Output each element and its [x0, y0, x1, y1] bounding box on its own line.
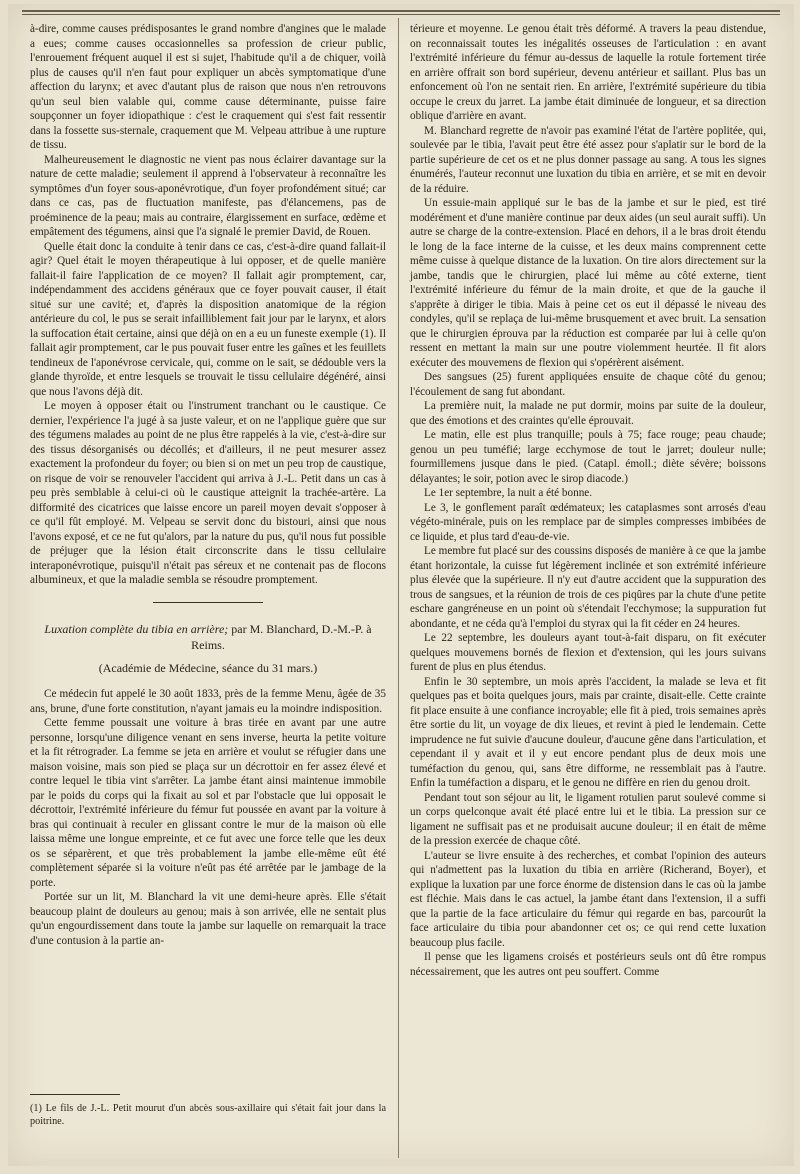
paragraph: Portée sur un lit, M. Blanchard la vit une demi-heure après. Elle s'était beaucoup plaint de douleurs au genou; mais à son arrivée, elle ne sentait plus qu'un engourdissement dans toute la jambe sur laquelle on remarquait la trace d'une contusion à la partie an- [30, 891, 386, 947]
paragraph: Le 22 septembre, les douleurs ayant tout-à-fait disparu, on fit exécuter quelques mouvemens bornés de flexion et d'extension, qui les jours suivans furent de plus en plus étendus. [410, 632, 766, 673]
paragraph: Quelle était donc la conduite à tenir dans ce cas, c'est-à-dire quand fallait-il agir? Quel était le moyen thérapeutique à lui opposer, et de quelle manière fallait-il faire l'application de ce moyen? Il fallait agir promptement, car, indépendamment des accidens généraux que ce foyer pouvait causer, il était situé sur une cavité; et, d'après la disposition anatomique de la région antérieure du col, le pus se serait infailliblement fait jour par le larynx, et alors la suffocation était certaine, ainsi que déjà on en a eu un funeste exemple (1). Il fallait agir promptement, car le pus pouvait fuser entre les gaînes et les feuillets tendineux de l'aponévrose cervicale, qui, comme on le sait, se dédouble vers la glande thyroïde, et entre lesquels se trouvait le tissu cellulaire dégénéré, ainsi que nous l'avons déjà dit. [30, 240, 386, 398]
paragraph: Il pense que les ligamens croisés et postérieurs seuls ont dû être rompus nécessairement, que les autres ont peu souffert. Comme [410, 951, 766, 978]
paragraph: Le membre fut placé sur des coussins disposés de manière à ce que la jambe étant horizontale, la cuisse fut légèrement inclinée et son extrémité inférieure plus élevée que la supérieure. Il n'y eut d'autre accident que la suppuration des trous de sangsues, et la réunion de trois de ces piqûres par la chute d'une petite eschare gangréneuse en un point où s'étendait l'ecchymose; la suppuration fut abondante, et ne céda qu'à l'emploi du styrax qui la fit céder en 24 heures. [410, 545, 766, 630]
paragraph: Le matin, elle est plus tranquille; pouls à 75; face rouge; peau chaude; genou un peu tuméfié; large ecchymose de tout le jarret; douleur nulle; fourmillemens jusque dans le pied. (Catapl. émoll.; diète sévère; boissons délayantes; le soir, potion avec le sirop diacode.) [410, 429, 766, 485]
paragraph: Le moyen à opposer était ou l'instrument tranchant ou le caustique. Ce dernier, l'expérience l'a jugé à sa juste valeur, et on ne l'applique guère que sur des tégumens malades au point de ne plus être rappelés à la vie, c'est-à-dire sur des tissus désorganisés ou décollés; et d'ailleurs, il ne peut mesurer assez exactement la profondeur du foyer; ou bien si on met un peu trop de caustique, on risque de voir se renouveler l'accident qui arriva à J.-L. Petit dans un cas à peu près semblable à celui-ci où le caustique atteignit la trachée-artère. La difformité des cicatrices que laisse encore un pareil moyen devait s'opposer à ce qu'il fût employé. M. Velpeau se servit donc du bistouri, ainsi que nous l'avons exposé, et ce ne fut qu'alors, par la nature du pus, qu'il nous fut possible de préjuger que la lésion était circonscrite dans le tissu cellulaire interaponévrotique, puisqu'il n'était pas séreux et ne contenait pas de flocons albumineux, et que la maladie sembla se résoudre promptement. [30, 400, 386, 586]
right-column [410, 22, 766, 979]
paragraph: Le 3, le gonflement paraît œdémateux; les cataplasmes sont arrosés d'eau végéto-minérale, puis on les remplace par de simples compresses imbibées de ce liquide, et plus tard d'eau-de-vie. [410, 501, 766, 543]
paragraph: Pendant tout son séjour au lit, le ligament rotulien parut soulevé comme si un corps quelconque avait été placé entre lui et le tibia. La pression sur ce ligament ne suffisait pas et ne produisait aucune douleur; il en était de même de la pression exercée de chaque côté. [410, 791, 766, 847]
session-line: (Académie de Médecine, séance du 31 mars.) [98, 660, 318, 675]
footnote-rule [30, 1094, 120, 1095]
paragraph: La première nuit, la malade ne put dormir, moins par suite de la douleur, que des émotions et des craintes qu'elle éprouvait. [410, 400, 766, 427]
paragraph: Un essuie-main appliqué sur le bas de la jambe et sur le pied, est tiré modérément et d'une manière continue par deux aides (un seul aurait suffi). Un autre se charge de la contre-extension. Placé en dehors, il a le bras droit étendu le long de la face interne de la cuisse, et les deux mains comprennent cette même cuisse à quelque distance de la luxation. On tire alors directement sur la jambe, tandis que le chirurgien, placé lui même au côté externe, tient l'extrémité inférieure du fémur de la main droite, et que de la gauche il s'apprête à diriger le tibia. Mais à peine cet os eut il dépassé le niveau des condyles, qu'il se replaça de lui-même brusquement et avec bruit. La sensation que le chirurgien éprouva par la réduction est comparée par lui à celle qu'on ressent en mettant la main sur une poutre violemment heurtée. Il fit alors exécuter des mouvemens de flexion qui s'opérèrent aisément. [410, 197, 766, 369]
section-separator [153, 602, 263, 603]
journal-page [8, 4, 794, 1166]
paragraph: Le 1er septembre, la nuit a été bonne. [424, 487, 593, 499]
paragraph: à-dire, comme causes prédisposantes le grand nombre d'angines que le malade a eues; comme causes occasionnelles sa profession de crieur public, l'enrouement fréquent auquel il est si sujet, l'habitude qu'il a de chiquer, voilà plus de causes qu'il n'en faut pour expliquer un abcès symptomatique d'une affection du larynx; et avec d'autant plus de raison que nous n'en retrouvons qu'un seul bien valable qui, comme cause déterminante, puisse faire soupçonner un foyer idiopathique : c'est le craquement qui s'est fait ressentir dans la fossette sus-sternale, craquement que M. Velpeau attribue à une rupture de tissu. [30, 23, 386, 151]
paragraph: L'auteur se livre ensuite à des recherches, et combat l'opinion des auteurs qui n'admettent pas la luxation du tibia en arrière (Richerand, Boyer), et explique la luxation par une force énorme de distension dans le cas où la jambe est fléchie. Mais dans le cas actuel, la jambe étant dans l'extension, il a suffi que la partie de la face articulaire du fémur qui regarde en bas, parcourût la face articulaire du tibia pour abandonner cet os; ce qui rend cette luxation beaucoup plus facile. [410, 849, 766, 949]
paragraph: Malheureusement le diagnostic ne vient pas nous éclairer davantage sur la nature de cette maladie; seulement il apprend à l'observateur à reconnaître les symptômes d'un foyer sous-aponévrotique, d'un foyer profondément situé; car dans ce cas, pas de fluctuation manifeste, pas d'élancemens, pas de proéminence de la peau; mais au contraire, élargissement en surface, œdème et empâtement des tégumens, ainsi que l'a signalé le premier David, de Rouen. [30, 153, 386, 238]
top-rule [22, 10, 780, 12]
footnote: (1) Le fils de J.-L. Petit mourut d'un abcès sous-axillaire qui s'était fait jour dans la poitrine. [30, 1103, 386, 1127]
article-title: Luxation complète du tibia en arrière; [44, 621, 229, 636]
paragraph: M. Blanchard regrette de n'avoir pas examiné l'état de l'artère poplitée, qui, soulevée par le tibia, l'avait peut être été assez pour s'aplatir sur le bord de la partie supérieure de cet os et ne plus donner passage au sang. A tous les signes énumérés, l'auteur reconnut une luxation du tibia en arrière, et se mit en devoir de la réduire. [410, 124, 766, 195]
left-column [30, 22, 386, 948]
paragraph: térieure et moyenne. Le genou était très déformé. A travers la peau distendue, on reconnaissait toutes les inégalités osseuses de l'articulation : en avant l'extrémité inférieure du fémur au-dessus de laquelle la rotule fortement tirée en arrière offrait son bord supérieur, devenu antérieur et saillant. Plus bas un enfoncement où l'on ne sentait rien. En arrière, l'extrémité supérieure du tibia occupe le creux du jarret. La jambe était diminuée de longueur, et sa direction oblique d'arrière en avant. [410, 23, 766, 122]
paragraph: Ce médecin fut appelé le 30 août 1833, près de la femme Menu, âgée de 35 ans, brune, d'une forte constitution, n'ayant jamais eu la moindre indisposition. [30, 688, 386, 715]
article-author: par M. Blanchard, D.-M.-P. à Reims. [191, 621, 372, 652]
article-title-block [30, 621, 386, 653]
top-rule-thin [22, 14, 780, 15]
column-divider [398, 18, 399, 1158]
paragraph: Enfin le 30 septembre, un mois après l'accident, la malade se leva et fit quelques pas et boita quelques jours, mais par crainte, disait-elle. Cette crainte fit place ensuite à une confiance incroyable; elle fit à pied, trois semaines après être sortie du lit, un voyage de dix lieues, et revint à pied le lendemain. Cette imprudence ne fut suivie d'aucune douleur, d'aucune gêne dans l'articulation, et cependant il y avait et il y eut encore pendant plus de deux mois une tuméfaction du genou, qui, sans être difforme, ne ressemblait pas à l'autre. Enfin la tuméfaction a disparu, et le genou ne diffère en rien du genou droit. [410, 675, 766, 789]
paragraph: Des sangsues (25) furent appliquées ensuite de chaque côté du genou; l'écoulement de sang fut abondant. [410, 371, 766, 398]
paragraph: Cette femme poussait une voiture à bras tirée en avant par une autre personne, lorsqu'une diligence venant en sens inverse, heurta la petite voiture et la fit rétrograder. La femme se jeta en arrière et voulut se réfugier dans une maison voisine, mais son pied se plaça sur un décrottoir en fer assez élevé et contre lequel le tibia vint s'arrêter. La jambe étant ainsi maintenue immobile par le poids du corps qui la fixait au sol et par l'obstacle que lui opposait le décrottoir, l'extrémité inférieure du fémur fut poussée en avant par la voiture à bras qui continuait à reculer en glissant contre le mur de la maison où elle laissa même une longue empreinte, et ce fut avec une force telle que les deux os se séparèrent, et que très probablement la jambe elle-même eût été complètement séparée si la voiture n'eût pas été arrêtée par le jambage de la porte. [30, 717, 386, 889]
